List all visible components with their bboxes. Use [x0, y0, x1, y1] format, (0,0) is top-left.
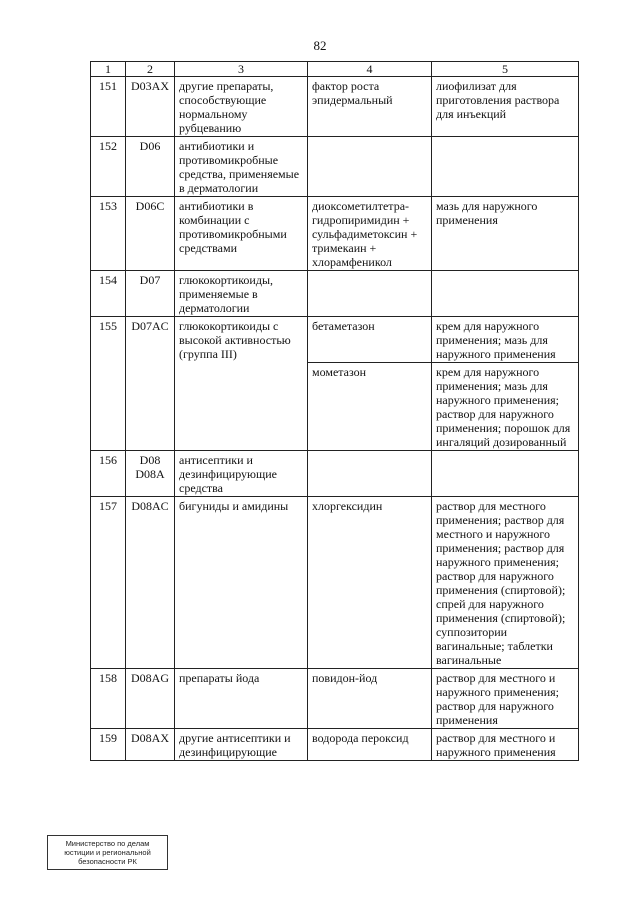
- row-number: 156: [91, 451, 126, 497]
- row-number: 154: [91, 271, 126, 317]
- atc-code-cell: [126, 729, 175, 761]
- row-number: 155: [91, 317, 126, 451]
- row-number: 152: [91, 137, 126, 197]
- dosage-form: [432, 451, 579, 497]
- table-row: [91, 497, 579, 669]
- drug-table: [90, 61, 579, 761]
- column-number: 2: [126, 62, 175, 77]
- atc-code: D08AX: [131, 731, 169, 745]
- table-row: [91, 669, 579, 729]
- dosage-form: [432, 271, 579, 317]
- stamp-line: безопасности РК: [78, 857, 137, 866]
- atc-code-cell: [126, 669, 175, 729]
- atc-code: D06C: [135, 199, 165, 213]
- atc-code-cell: [126, 197, 175, 271]
- substance-name: [308, 137, 432, 197]
- column-number: 1: [91, 62, 126, 77]
- row-number: 151: [91, 77, 126, 137]
- substance-name: бетаметазон: [308, 317, 432, 363]
- atc-code: D07: [139, 273, 161, 287]
- table-row: [91, 197, 579, 271]
- atc-code: D07AC: [131, 319, 169, 333]
- table-row: [91, 451, 579, 497]
- stamp-line: Министерство по делам: [65, 839, 150, 848]
- dosage-form: раствор для местного и наружного применения: [432, 729, 579, 761]
- dosage-form: лиофилизат для приготовления раствора для инъекций: [432, 77, 579, 137]
- page-number: 82: [313, 38, 327, 53]
- atc-code: D03AX: [131, 79, 169, 93]
- group-name: другие препараты, способствующие нормальному рубцеванию: [175, 77, 308, 137]
- table-row: [91, 77, 579, 137]
- row-number: 159: [91, 729, 126, 761]
- table-row: [91, 137, 579, 197]
- atc-code: D08A: [135, 467, 165, 481]
- table-row: [91, 317, 579, 363]
- substance-name: [308, 451, 432, 497]
- atc-code-cell: [126, 271, 175, 317]
- group-name: глюкокортикоиды с высокой активностью (группа III): [175, 317, 308, 451]
- group-name: другие антисептики и дезинфицирующие: [175, 729, 308, 761]
- group-name: глюкокортикоиды, применяемые в дерматологии: [175, 271, 308, 317]
- group-name: антибиотики в комбинации с противомикробными средствами: [175, 197, 308, 271]
- dosage-form: крем для наружного применения; мазь для наружного применения; раствор для наружного применения; порошок для ингаляций дозированный: [432, 363, 579, 451]
- column-number: 3: [175, 62, 308, 77]
- dosage-form: [432, 137, 579, 197]
- dosage-form: раствор для местного применения; раствор для местного и наружного применения; раствор для наружного применения; раствор для наружного применения (спиртовой); спрей для наружного применения (спиртовой); суппозитории вагинальные; таблетки вагинальные: [432, 497, 579, 669]
- table-row: [91, 729, 579, 761]
- row-number: 157: [91, 497, 126, 669]
- dosage-form: раствор для местного и наружного применения; раствор для наружного применения: [432, 669, 579, 729]
- group-name: бигуниды и амидины: [175, 497, 308, 669]
- dosage-form: мазь для наружного применения: [432, 197, 579, 271]
- ministry-stamp: [47, 835, 168, 870]
- atc-code-cell: [126, 137, 175, 197]
- atc-code: D08AC: [131, 499, 169, 513]
- group-name: препараты йода: [175, 669, 308, 729]
- substance-name: повидон-йод: [308, 669, 432, 729]
- substance-name: мометазон: [308, 363, 432, 451]
- atc-code-cell: [126, 497, 175, 669]
- column-number: 4: [308, 62, 432, 77]
- column-number: 5: [432, 62, 579, 77]
- substance-name: диоксометилтетра-гидропиримидин + сульфадиметоксин + тримекаин + хлорамфеникол: [308, 197, 432, 271]
- substance-name: хлоргексидин: [308, 497, 432, 669]
- row-number: 158: [91, 669, 126, 729]
- atc-code-cell: [126, 77, 175, 137]
- atc-code: D08: [139, 453, 161, 467]
- table-row: [91, 271, 579, 317]
- group-name: антисептики и дезинфицирующие средства: [175, 451, 308, 497]
- atc-code-cell: [126, 317, 175, 451]
- substance-name: [308, 271, 432, 317]
- stamp-line: юстиции и региональной: [64, 848, 151, 857]
- atc-code-cell: [126, 451, 175, 497]
- group-name: антибиотики и противомикробные средства, применяемые в дерматологии: [175, 137, 308, 197]
- atc-code: D08AG: [131, 671, 169, 685]
- column-number-row: [91, 62, 579, 77]
- substance-name: водорода пероксид: [308, 729, 432, 761]
- substance-name: фактор роста эпидермальный: [308, 77, 432, 137]
- row-number: 153: [91, 197, 126, 271]
- dosage-form: крем для наружного применения; мазь для наружного применения: [432, 317, 579, 363]
- atc-code: D06: [139, 139, 161, 153]
